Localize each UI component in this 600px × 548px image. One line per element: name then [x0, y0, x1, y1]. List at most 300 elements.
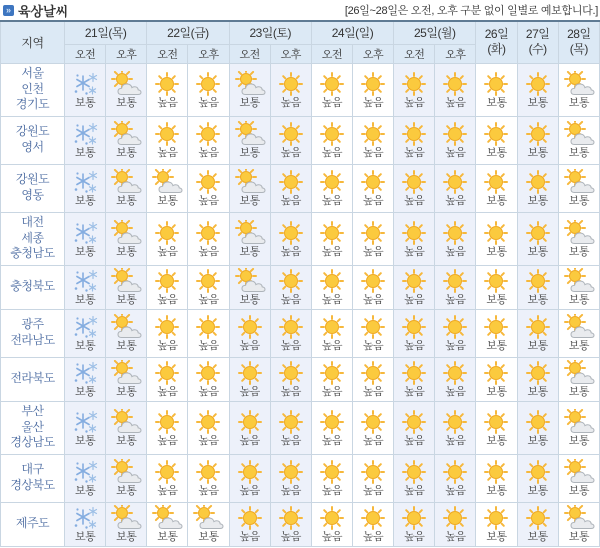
- forecast-cell: [558, 116, 599, 164]
- level-label: 높음: [280, 96, 301, 109]
- region-label: 대구 경상북도: [1, 454, 65, 502]
- level-label: 보통: [116, 294, 137, 306]
- forecast-cell: [352, 265, 393, 309]
- level-label: 높음: [157, 386, 178, 398]
- level-label: 높음: [404, 485, 425, 497]
- sunny-icon: [481, 220, 511, 246]
- region-label: 전라북도: [1, 357, 65, 401]
- forecast-cell: [311, 265, 352, 309]
- page-title-text: 육상날씨: [18, 3, 69, 19]
- forecast-cell: [476, 63, 517, 116]
- forecast-cell: [517, 401, 558, 454]
- forecast-cell: [352, 164, 393, 212]
- sunny-icon: [193, 360, 223, 386]
- sunny-icon: [523, 169, 553, 195]
- level-label: 높음: [280, 531, 301, 543]
- level-label: 높음: [362, 147, 384, 159]
- sunny-icon: [276, 268, 306, 294]
- level-label: 보통: [486, 195, 507, 207]
- forecast-cell: [229, 502, 270, 546]
- forecast-cell: [270, 164, 311, 212]
- pm-header: 오후: [188, 44, 229, 63]
- level-label: 보통: [74, 96, 96, 109]
- pm-header: 오후: [270, 44, 311, 63]
- forecast-cell: [558, 357, 599, 401]
- forecast-cell: [435, 212, 476, 265]
- level-label: 보통: [116, 531, 137, 543]
- forecast-cell: [229, 116, 270, 164]
- level-label: 높음: [157, 434, 178, 447]
- sunny-icon: [276, 121, 306, 147]
- forecast-cell: [394, 116, 435, 164]
- forecast-cell: [517, 164, 558, 212]
- sunny-icon: [152, 121, 182, 147]
- level-label: 보통: [568, 386, 589, 398]
- level-label: 높음: [239, 386, 260, 398]
- forecast-cell: [558, 502, 599, 546]
- level-label: 보통: [116, 147, 137, 159]
- forecast-cell: [476, 454, 517, 502]
- level-label: 높음: [280, 485, 301, 497]
- level-label: 높음: [239, 434, 260, 447]
- partly-cloudy-icon: [234, 220, 266, 246]
- level-label: 보통: [486, 531, 507, 543]
- sunny-icon: [358, 505, 388, 531]
- partly-cloudy-icon: [563, 360, 595, 386]
- forecast-cell: [65, 401, 106, 454]
- partly-cloudy-icon: [563, 409, 595, 435]
- forecast-cell: [476, 265, 517, 309]
- forecast-cell: [270, 357, 311, 401]
- level-label: 높음: [321, 434, 343, 447]
- level-label: 높음: [321, 386, 343, 398]
- forecast-cell: [517, 265, 558, 309]
- forecast-cell: [229, 63, 270, 116]
- level-label: 높음: [445, 195, 466, 207]
- forecast-cell: [352, 502, 393, 546]
- level-label: 높음: [198, 340, 219, 352]
- sunny-icon: [399, 220, 429, 246]
- date-header-day: 26일: [484, 27, 509, 42]
- forecast-cell: [558, 401, 599, 454]
- partly-cloudy-icon: [110, 409, 142, 435]
- level-label: 보통: [239, 294, 260, 306]
- sunny-icon: [276, 409, 306, 435]
- forecast-cell: [435, 63, 476, 116]
- forecast-cell: [517, 309, 558, 357]
- forecast-cell: [147, 502, 188, 546]
- forecast-cell: [65, 309, 106, 357]
- forecast-cell: [147, 309, 188, 357]
- partly-cloudy-icon: [110, 169, 142, 195]
- am-header: 오전: [311, 44, 352, 63]
- sunny-icon: [358, 220, 388, 246]
- forecast-cell: [65, 454, 106, 502]
- forecast-cell: [435, 265, 476, 309]
- level-label: 높음: [404, 96, 425, 109]
- forecast-cell: [311, 212, 352, 265]
- level-label: 높음: [362, 531, 384, 543]
- level-label: 보통: [116, 245, 137, 258]
- sunny-icon: [235, 360, 265, 386]
- forecast-cell: [394, 309, 435, 357]
- level-label: 보통: [74, 294, 96, 306]
- sunny-icon: [235, 409, 265, 435]
- sunny-icon: [152, 409, 182, 435]
- region-column-header: 지역: [1, 21, 65, 63]
- sunny-icon: [276, 360, 306, 386]
- sunny-icon: [152, 459, 182, 485]
- forecast-cell: [352, 309, 393, 357]
- sunny-icon: [317, 314, 347, 340]
- forecast-row: [1, 502, 600, 546]
- sunny-icon: [399, 121, 429, 147]
- partly-cloudy-icon: [563, 314, 595, 340]
- forecast-cell: [270, 502, 311, 546]
- level-label: 보통: [527, 531, 548, 543]
- level-label: 보통: [486, 340, 507, 352]
- level-label: 높음: [445, 386, 466, 398]
- forecast-cell: [352, 63, 393, 116]
- sunny-icon: [317, 169, 347, 195]
- level-label: 보통: [74, 386, 96, 398]
- level-label: 보통: [116, 96, 137, 109]
- level-label: 보통: [568, 294, 589, 306]
- level-label: 높음: [321, 340, 343, 352]
- forecast-cell: [106, 454, 147, 502]
- level-label: 높음: [198, 147, 219, 159]
- sunny-icon: [358, 268, 388, 294]
- sunny-icon: [276, 505, 306, 531]
- snow-icon: [70, 505, 100, 531]
- sunny-icon: [358, 459, 388, 485]
- level-label: 보통: [486, 386, 507, 398]
- forecast-cell: [476, 401, 517, 454]
- level-label: 높음: [321, 245, 343, 258]
- date-header: 25일(월): [394, 21, 476, 44]
- forecast-row: [1, 164, 600, 212]
- level-label: 보통: [116, 485, 137, 497]
- level-label: 높음: [445, 434, 466, 447]
- sunny-icon: [399, 314, 429, 340]
- level-label: 높음: [198, 245, 219, 258]
- forecast-cell: [558, 454, 599, 502]
- level-label: 높음: [321, 294, 343, 306]
- forecast-cell: [147, 265, 188, 309]
- sunny-icon: [193, 459, 223, 485]
- level-label: 보통: [527, 340, 548, 352]
- level-label: 높음: [362, 434, 384, 447]
- sunny-icon: [193, 169, 223, 195]
- am-header: 오전: [147, 44, 188, 63]
- sunny-icon: [440, 220, 470, 246]
- date-header: [476, 21, 517, 63]
- date-header: [558, 21, 599, 63]
- sunny-icon: [235, 314, 265, 340]
- level-label: 보통: [116, 386, 137, 398]
- level-label: 높음: [362, 195, 384, 207]
- level-label: 높음: [362, 294, 384, 306]
- forecast-row: [1, 265, 600, 309]
- level-label: 높음: [198, 294, 219, 306]
- sunny-icon: [399, 71, 429, 97]
- sunny-icon: [440, 505, 470, 531]
- forecast-cell: [394, 212, 435, 265]
- forecast-row: [1, 454, 600, 502]
- bullet-arrow-icon: »: [3, 5, 14, 16]
- sunny-icon: [399, 360, 429, 386]
- forecast-cell: [476, 116, 517, 164]
- sunny-icon: [235, 459, 265, 485]
- level-label: 높음: [362, 485, 384, 497]
- sunny-icon: [317, 220, 347, 246]
- sunny-icon: [193, 121, 223, 147]
- forecast-cell: [188, 401, 229, 454]
- am-header: 오전: [65, 44, 106, 63]
- date-header: 23일(토): [229, 21, 311, 44]
- sunny-icon: [399, 505, 429, 531]
- date-header: 24일(일): [311, 21, 393, 44]
- forecast-cell: [188, 502, 229, 546]
- forecast-cell: [435, 164, 476, 212]
- date-header-weekday: (수): [528, 42, 547, 57]
- level-label: 높음: [404, 531, 425, 543]
- date-header-weekday: (목): [569, 42, 588, 57]
- level-label: 높음: [445, 531, 466, 543]
- sunny-icon: [358, 71, 388, 97]
- level-label: 높음: [362, 245, 384, 258]
- forecast-cell: [394, 357, 435, 401]
- level-label: 높음: [280, 195, 301, 207]
- forecast-cell: [435, 454, 476, 502]
- level-label: 높음: [445, 245, 466, 258]
- level-label: 보통: [527, 386, 548, 398]
- forecast-cell: [476, 357, 517, 401]
- sunny-icon: [276, 220, 306, 246]
- level-label: 보통: [486, 147, 507, 159]
- forecast-cell: [188, 357, 229, 401]
- forecast-cell: [311, 63, 352, 116]
- level-label: 높음: [404, 340, 425, 352]
- level-label: 보통: [157, 531, 178, 543]
- snow-icon: [70, 121, 100, 147]
- sunny-icon: [358, 409, 388, 435]
- level-label: 높음: [445, 294, 466, 306]
- level-label: 높음: [321, 147, 343, 159]
- sunny-icon: [523, 71, 553, 97]
- forecast-cell: [558, 164, 599, 212]
- forecast-row: [1, 116, 600, 164]
- sunny-icon: [523, 459, 553, 485]
- forecast-cell: [147, 454, 188, 502]
- level-label: 보통: [116, 434, 137, 447]
- sunny-icon: [317, 409, 347, 435]
- sunny-icon: [235, 505, 265, 531]
- level-label: 보통: [527, 96, 548, 109]
- sunny-icon: [481, 169, 511, 195]
- level-label: 높음: [445, 485, 466, 497]
- level-label: 높음: [280, 294, 301, 306]
- partly-cloudy-icon: [234, 71, 266, 97]
- level-label: 높음: [404, 386, 425, 398]
- sunny-icon: [523, 314, 553, 340]
- region-label: 서울 인천 경기도: [1, 63, 65, 116]
- level-label: 높음: [321, 96, 343, 109]
- forecast-cell: [435, 357, 476, 401]
- forecast-cell: [270, 116, 311, 164]
- forecast-cell: [65, 63, 106, 116]
- snow-icon: [70, 71, 100, 97]
- forecast-cell: [229, 454, 270, 502]
- forecast-cell: [65, 164, 106, 212]
- sunny-icon: [481, 71, 511, 97]
- level-label: 높음: [239, 340, 260, 352]
- level-label: 높음: [157, 147, 178, 159]
- level-label: 높음: [321, 195, 343, 207]
- partly-cloudy-icon: [563, 459, 595, 485]
- level-label: 보통: [116, 340, 137, 352]
- forecast-cell: [558, 212, 599, 265]
- sunny-icon: [317, 505, 347, 531]
- forecast-cell: [394, 401, 435, 454]
- forecast-cell: [229, 212, 270, 265]
- sunny-icon: [399, 268, 429, 294]
- forecast-cell: [311, 357, 352, 401]
- page-title: [3, 1, 68, 20]
- forecast-cell: [65, 357, 106, 401]
- sunny-icon: [399, 169, 429, 195]
- forecast-row: [1, 63, 600, 116]
- level-label: 높음: [280, 386, 301, 398]
- level-label: 높음: [280, 245, 301, 258]
- forecast-cell: [188, 164, 229, 212]
- sunny-icon: [481, 409, 511, 435]
- level-label: 보통: [568, 531, 589, 543]
- sunny-icon: [440, 409, 470, 435]
- forecast-cell: [106, 401, 147, 454]
- forecast-cell: [517, 63, 558, 116]
- sunny-icon: [440, 360, 470, 386]
- level-label: 높음: [321, 485, 343, 497]
- forecast-cell: [558, 265, 599, 309]
- sunny-icon: [317, 121, 347, 147]
- level-label: 보통: [486, 294, 507, 306]
- level-label: 높음: [362, 96, 384, 109]
- level-label: 보통: [239, 195, 260, 207]
- partly-cloudy-icon: [110, 360, 142, 386]
- forecast-cell: [147, 116, 188, 164]
- level-label: 보통: [486, 245, 507, 258]
- forecast-cell: [311, 116, 352, 164]
- date-header-weekday: (화): [487, 42, 506, 57]
- forecast-cell: [311, 502, 352, 546]
- sunny-icon: [358, 314, 388, 340]
- date-header: 21일(목): [65, 21, 147, 44]
- sunny-icon: [152, 220, 182, 246]
- forecast-cell: [311, 164, 352, 212]
- forecast-cell: [352, 116, 393, 164]
- sunny-icon: [193, 268, 223, 294]
- level-label: 보통: [239, 96, 260, 109]
- partly-cloudy-icon: [234, 169, 266, 195]
- partly-cloudy-icon: [563, 169, 595, 195]
- level-label: 높음: [157, 96, 178, 109]
- sunny-icon: [523, 409, 553, 435]
- forecast-cell: [188, 454, 229, 502]
- partly-cloudy-icon: [110, 314, 142, 340]
- forecast-cell: [106, 63, 147, 116]
- sunny-icon: [152, 71, 182, 97]
- snow-icon: [70, 314, 100, 340]
- forecast-row: [1, 357, 600, 401]
- region-label: 부산 울산 경상남도: [1, 401, 65, 454]
- date-header-day: 27일: [525, 27, 550, 42]
- partly-cloudy-icon: [563, 268, 595, 294]
- snow-icon: [70, 409, 100, 435]
- partly-cloudy-icon: [110, 220, 142, 246]
- forecast-cell: [147, 212, 188, 265]
- forecast-cell: [517, 357, 558, 401]
- level-label: 보통: [568, 434, 589, 447]
- forecast-cell: [188, 63, 229, 116]
- sunny-icon: [358, 360, 388, 386]
- forecast-cell: [558, 63, 599, 116]
- level-label: 보통: [486, 485, 507, 497]
- level-label: 보통: [568, 245, 589, 258]
- level-label: 높음: [198, 96, 219, 109]
- page-header: [0, 0, 600, 20]
- partly-cloudy-icon: [110, 71, 142, 97]
- sunny-icon: [523, 268, 553, 294]
- partly-cloudy-icon: [192, 505, 224, 531]
- forecast-cell: [270, 63, 311, 116]
- sunny-icon: [481, 505, 511, 531]
- forecast-cell: [106, 309, 147, 357]
- level-label: 높음: [239, 485, 260, 497]
- level-label: 높음: [198, 434, 219, 447]
- forecast-cell: [476, 502, 517, 546]
- level-label: 보통: [116, 195, 137, 207]
- sunny-icon: [481, 314, 511, 340]
- level-label: 보통: [568, 195, 589, 207]
- level-label: 높음: [157, 245, 178, 258]
- snow-icon: [70, 268, 100, 294]
- forecast-cell: [352, 401, 393, 454]
- partly-cloudy-icon: [151, 169, 183, 195]
- sunny-icon: [193, 314, 223, 340]
- partly-cloudy-icon: [563, 71, 595, 97]
- level-label: 높음: [280, 340, 301, 352]
- sunny-icon: [481, 268, 511, 294]
- level-label: 보통: [486, 434, 507, 447]
- sunny-icon: [193, 220, 223, 246]
- level-label: 높음: [404, 294, 425, 306]
- level-label: 보통: [74, 340, 96, 352]
- forecast-cell: [147, 164, 188, 212]
- level-label: 보통: [74, 195, 96, 207]
- level-label: 보통: [568, 485, 589, 497]
- region-label: 대전 세종 충청남도: [1, 212, 65, 265]
- forecast-cell: [188, 116, 229, 164]
- forecast-row: [1, 212, 600, 265]
- forecast-cell: [435, 502, 476, 546]
- level-label: 보통: [527, 294, 548, 306]
- level-label: 높음: [404, 434, 425, 447]
- partly-cloudy-icon: [110, 459, 142, 485]
- forecast-cell: [229, 164, 270, 212]
- level-label: 보통: [568, 96, 589, 109]
- pm-header: 오후: [106, 44, 147, 63]
